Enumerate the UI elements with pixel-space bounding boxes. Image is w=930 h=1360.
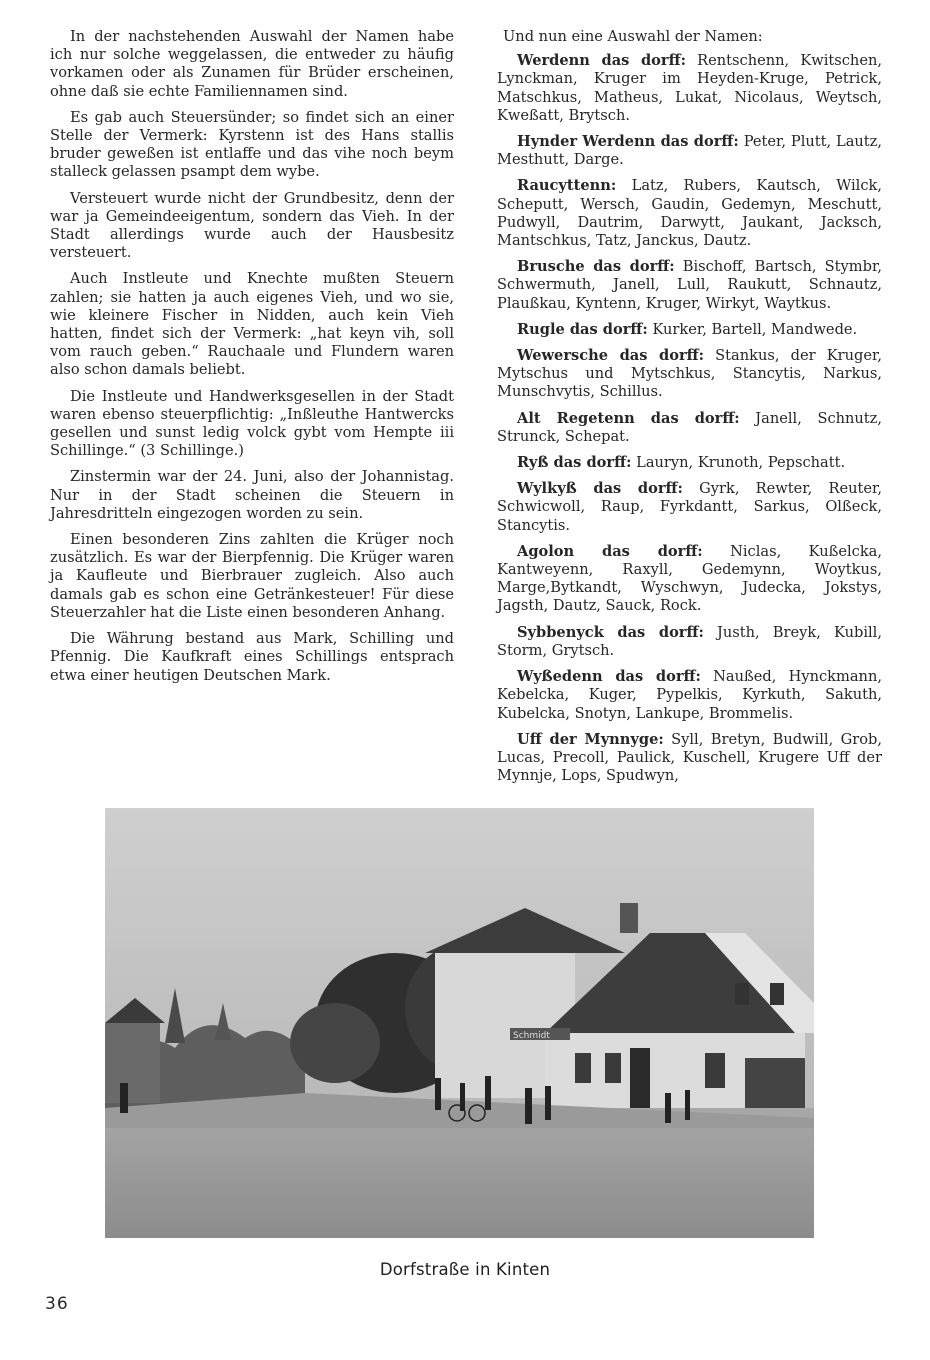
village-name: Wylkyß das dorff:	[517, 480, 683, 498]
village-family-names: Lauryn, Krunoth, Pepschatt.	[636, 454, 846, 472]
village-family-names: Gyrk, Rewter, Reuter, Schwicwoll, Raup, Fyrkdantt, Sarkus, Olßeck, Stancytis.	[497, 480, 882, 534]
village-street-photo	[105, 808, 814, 1238]
village-name: Alt Regetenn das dorff:	[517, 409, 740, 427]
village-entry	[481, 731, 882, 786]
village-family-names: Naußed, Hynckmann, Kebelcka, Kuger, Pypelkis, Kyrkuth, Sakuth, Kubelcka, Snotyn, Lankupe, Brommelis.	[497, 668, 882, 722]
village-family-names: Rentschenn, Kwitschen, Lynckman, Kruger im Heyden-Kruge, Petrick, Matschkus, Matheus, Lukat, Nicolaus, Weytsch, Kweßatt, Brytsch.	[497, 52, 882, 124]
paragraph-instleute-taxes: Auch Instleute und Knechte mußten Steuern zahlen; sie hatten ja auch eigenes Vieh, und wo sie, wie kleinere Fischer in Nidden, auch kein Vieh hatten, findet sich der Vermerk: „hat keyn vih, soll vom rauch geben.“ Rauchaale und Flundern waren also schon damals beliebt.	[50, 270, 454, 379]
village-name: Raucyttenn:	[517, 177, 617, 195]
village-name: Wyßedenn das dorff:	[517, 668, 701, 686]
paragraph-tax-date: Zinstermin war der 24. Juni, also der Johannistag. Nur in der Stadt scheinen die Steuern in Jahresdritteln eingezogen worden zu sein.	[50, 468, 454, 522]
village-name: Uff der Mynnyge:	[517, 730, 664, 748]
village-name: Werdenn das dorff:	[517, 52, 686, 70]
right-column	[481, 28, 882, 793]
village-entry	[481, 133, 882, 169]
village-family-names: Janell, Schnutz, Strunck, Schepat.	[497, 409, 883, 445]
village-entry	[481, 480, 882, 535]
village-family-names: Latz, Rubers, Kautsch, Wilck, Scheputt, Wersch, Gaudin, Gedemyn, Meschutt, Pudwyll, Dautrim, Darwytt, Jaukant, Jacksch, Mantschkus, Tatz, Janckus, Dautz.	[497, 177, 882, 250]
village-name: Agolon das dorff:	[517, 542, 703, 560]
village-entry	[481, 668, 882, 723]
village-entry	[481, 52, 882, 125]
village-entry	[481, 624, 882, 660]
paragraph-omitted-names: In der nachstehenden Auswahl der Namen habe ich nur solche weggelassen, die entweder zu häufig vorkamen oder als Zunamen für Brüder erscheinen, ohne daß sie echte Familiennamen sind.	[50, 28, 454, 100]
village-family-names: Bischoff, Bartsch, Stymbr, Schwermuth, Janell, Lull, Raukutt, Schnautz, Plaußkau, Kyntenn, Kruger, Wirkyt, Waytkus.	[497, 258, 882, 312]
names-intro: Und nun eine Auswahl der Namen:	[503, 28, 763, 45]
paragraph-taxed-property: Versteuert wurde nicht der Grundbesitz, denn der war ja Gemeindeeigentum, sondern das Vieh. In der Stadt allerdings wurde auch der Hausbesitz versteuert.	[50, 189, 454, 262]
village-entry	[481, 543, 882, 616]
paragraph-tax-evaders: Es gab auch Steuersünder; so findet sich an einer Stelle der Vermerk: Kyrstenn ist des Hans stallis bruder geweßen ist entlaffe und das vihe noch beym stalleck gelassen psampt dem wybe.	[50, 108, 454, 181]
village-name: Wewersche das dorff:	[517, 347, 705, 365]
paragraph-currency: Die Währung bestand aus Mark, Schilling und Pfennig. Die Kaufkraft eines Schillings entsprach etwa einer heutigen Deutschen Mark.	[50, 630, 454, 684]
village-name: Rugle das dorff:	[517, 320, 648, 338]
village-name: Brusche das dorff:	[517, 258, 675, 276]
left-column	[50, 28, 454, 693]
photo-caption: Dorfstraße in Kinten	[379, 1260, 551, 1279]
village-entry	[481, 177, 882, 250]
village-family-names: Niclas, Kußelcka, Kantweyenn, Raxyll, Gedemynn, Woytkus, Marge,Bytkandt, Wyschwyn, Judecka, Jokstys, Jagsth, Dautz, Sauck, Rock.	[497, 542, 883, 615]
village-family-names: Justh, Breyk, Kubill, Storm, Grytsch.	[497, 623, 882, 659]
paragraph-bierpfennig: Einen besonderen Zins zahlten die Krüger noch zusätzlich. Es war der Bierpfennig. Die Krüger waren ja Kaufleute und Bierbrauer zugleich. Also auch damals gab es schon eine Getränkesteuer! Für diese Steuerzahler hat die Liste einen besonderen Anhang.	[50, 531, 454, 621]
village-entry	[481, 347, 882, 402]
village-name: Ryß das dorff:	[517, 454, 632, 472]
village-entry	[481, 321, 882, 339]
village-family-names: Stankus, der Kruger, Mytschus und Mytschkus, Stancytis, Narkus, Munschvytis, Schillus.	[497, 347, 882, 401]
village-entry	[481, 258, 882, 313]
village-name: Sybbenyck das dorff:	[517, 623, 704, 641]
village-entry	[481, 410, 882, 446]
paragraph-craftsmen-taxes: Die Instleute und Handwerksgesellen in der Stadt waren ebenso steuerpflichtig: „Inßleuthe Hantwercks gesellen und sunst ledig volck gybt vom Hempte iii Schillinge.“ (3 Schillinge.)	[50, 387, 454, 460]
page-number: 36	[45, 1294, 69, 1314]
village-family-names: Syll, Bretyn, Budwill, Grob, Lucas, Precoll, Paulick, Kuschell, Krugere Uff der Mynnje, Lops, Spudwyn,	[497, 730, 882, 785]
village-family-names: Peter, Plutt, Lautz, Mesthutt, Darge.	[497, 133, 883, 169]
shop-sign-text: Schmidt	[513, 1031, 550, 1041]
village-name: Hynder Werdenn das dorff:	[517, 133, 739, 151]
village-family-names: Kurker, Bartell, Mandwede.	[652, 320, 858, 338]
village-entry	[481, 454, 882, 472]
village-name-list	[481, 52, 882, 785]
